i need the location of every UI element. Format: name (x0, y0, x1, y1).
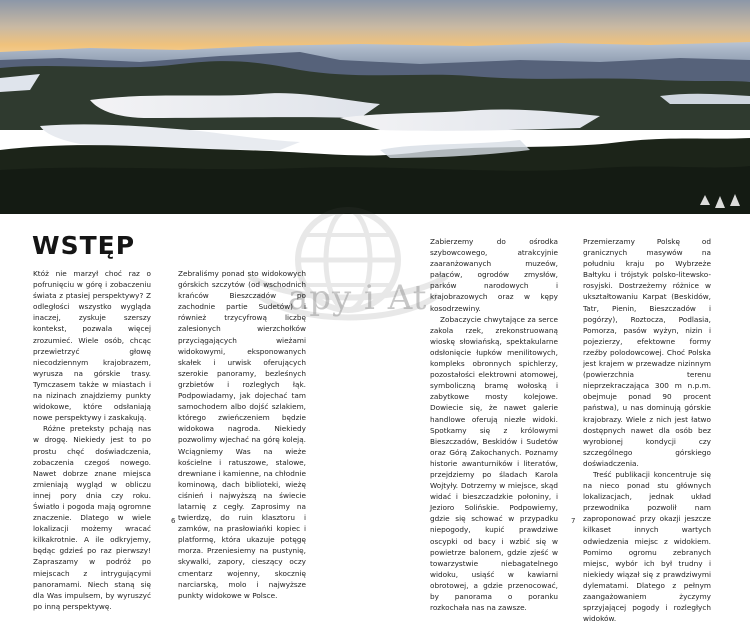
page-title: WSTĘP (32, 231, 136, 260)
text-column-2 (178, 268, 306, 601)
paragraph: Zobaczycie chwytające za serce zakola rzek, zrekonstruowaną wioskę słowiańską, spektakularne odsłonięcie łupków menilitowych, kompleks obronnych spichlerzy, pozostałości elektrowni atomowej, symboliczną bramę wołoską i zabytkowe mosty kolejowe. Dowiecie się, że nawet galerie handlowe oferują niezłe widoki. Spotkamy się z królowymi Bieszczadów, Beskidów i Sudetów oraz Górą Zakochanych. Poznamy historie awanturników i literatów, przejdziemy po śladach Karola Wojtyły. Dotrzemy w miejsce, skąd widać i bieszczadzkie połoniny, i Jezioro Solińskie. Podpowiemy, gdzie się schować w przypadku niepogody, kupić prawdziwe oscypki od bacy i wzbić się w powietrze balonem, gdzie zjeść w towarzystwie niebagatelnego widoku, usiąść w kawiarni obrotowej, a gdzie przenocować, by panorama o poranku rozkochała nas na zawsze. (430, 314, 558, 613)
paragraph: Treść publikacji koncentruje się na nieco ponad stu głównych lokalizacjach, jednak układ przewodnika pozwolił nam zaproponować przy okazji jeszcze kilkaset innych wartych odwiedzenia miejsc z widokiem. Pomimo ogromu zebranych miejsc, wybór ich był trudny i niekiedy wiązał się z prawdziwymi dylematami. Dlatego z pełnym zaangażowaniem życzymy sprzyjającej pogody i rozległych widoków. (583, 469, 711, 624)
panorama-photo (0, 0, 750, 214)
text-column-4 (583, 236, 711, 624)
paragraph: Zebraliśmy ponad sto widokowych górskich szczytów (od wschodnich krańców Bieszczadów po zachodnie partie Sudetów) i również trzycyfrową liczbę zalesionych wierzchołków przyciągających wieżami widokowymi, eksponowanych skałek i urwisk oferujących szerokie panoramy, bezleśnych grzbietów i rozległych łąk. Podpowiadamy, jak dojechać tam samochodem albo dojść szlakiem, którego zwieńczeniem będzie widokowa nagroda. Niekiedy pozwolimy wjechać na górę koleją. Wciągniemy Was na wieże kościelne i ratuszowe, stalowe, drewniane i kamienne, na chłodnie kominową, dach biblioteki, wieżę ciśnień i najwyższą na świecie latarnię z cegły. Zaprosimy na twierdzę, do ruin klasztoru i zamków, na prasłowiańki kopiec i platformę, która ukazuje potęgę morza. Przeniesiemy na pustynię, skywalki, zapory, cieszący oczy cmentarz wojenny, skocznię narciarską, molo i najwyższe punkty widokowe w Polsce. (178, 269, 306, 600)
text-column-3 (430, 236, 558, 613)
paragraph: Któż nie marzył choć raz o pofrunięciu w górę i zobaczeniu świata z ptasiej perspektywy? Z odległości wszystko wygląda inaczej, zyskuje szerszy kontekst, pozwala więcej zrozumieć. Wiele osób, chcąc przewietrzyć głowę niecodziennym krajobrazem, wyrusza na górskie trasy. Tymczasem także w miastach i na nizinach znajdziemy punkty widokowe, które odsłaniają nowe perspektywy i zaskakują. (33, 269, 151, 423)
watermark-text: apy i At (288, 278, 428, 318)
text-column-1 (33, 268, 151, 612)
paragraph: Różne preteksty pchają nas w drogę. Niekiedy jest to po prostu chęć doświadczenia, zobaczenia czegoś nowego. Nawet dobrze znane miejsca zmieniają wygląd w obliczu innej pory dnia czy roku. Światło i pogoda mają ogromne znaczenie. Dlatego w wiele lokalizacji możemy wracać kilkakrotnie. A ile odkryjemy, będąc gdzieś po raz pierwszy! Zapraszamy w podróż po miejscach z intrygującymi panoramami. Niech staną się dla Was impulsem, by wyruszyć po inną perspektywę. (33, 424, 151, 611)
paragraph: Zabierzemy do ośrodka szybowcowego, atrakcyjnie zaaranżowanych muzeów, pałaców, ogrodów zmysłów, parków narodowych i krajobrazowych oraz w kępy kosodrzewiny. (430, 237, 558, 313)
page-number-right: 7 (571, 517, 576, 525)
paragraph: Przemierzamy Polskę od granicznych masywów na południu kraju po Wybrzeże Bałtyku i trójstyk polsko-litewsko-rosyjski. Dostrzeżemy różnice w ukształtowaniu Karpat (Beskidów, Tatr, Pienin, Bieszczadów i pogórzy), Roztocza, Podlasia, Pomorza, pasów wyżyn, nizin i pojezierzy, efektowne formy rzeźby polodowcowej. Choć Polska jest krajem w przewadze nizinnym (powierzchnia terenu nieprzekraczająca 300 m n.p.m. obejmuje ponad 90 procent państwa), u nas dominują górskie krajobrazy. Wiele z nich jest łatwo dostępnych nawet dla osób bez wyrobionej kondycji czy szczególnego górskiego doświadczenia. (583, 237, 711, 468)
page-number-left: 6 (171, 517, 176, 525)
